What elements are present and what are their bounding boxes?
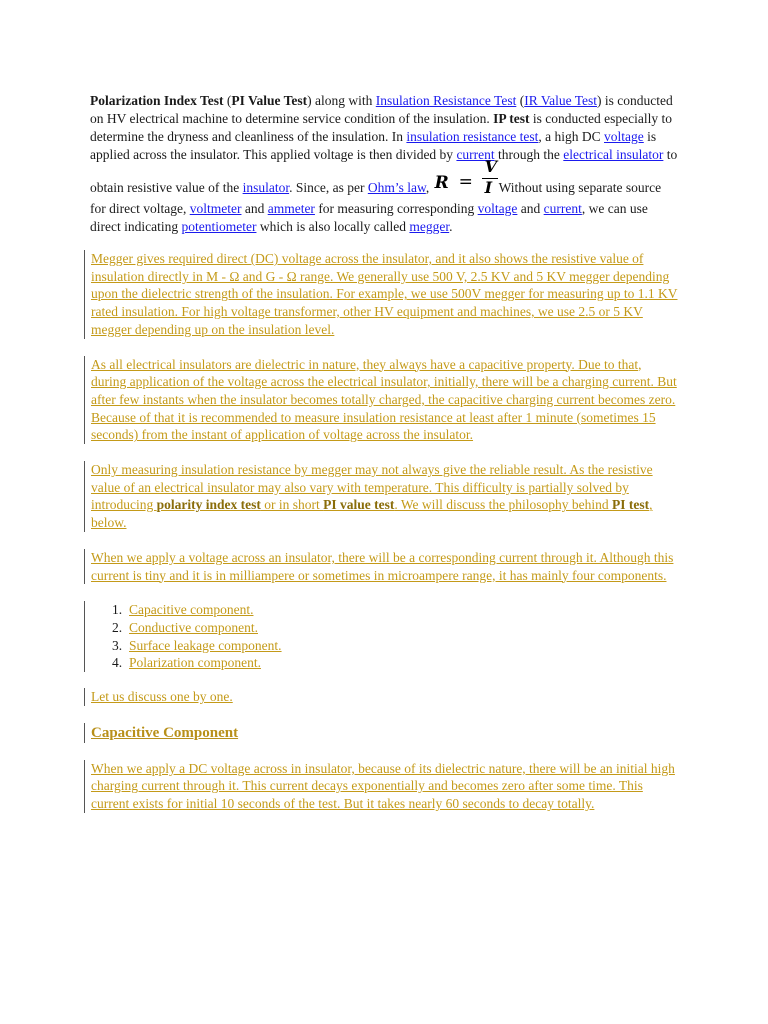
dielectric-paragraph [84, 356, 678, 445]
capacitive-paragraph [84, 760, 678, 813]
list-item [91, 619, 678, 637]
text: to obtain resistive value of the [90, 147, 678, 195]
text: through the [494, 147, 564, 162]
link-voltage[interactable]: voltage [604, 129, 644, 144]
bold-text: PI value test [323, 497, 395, 513]
list-item-text: Conductive component. [129, 619, 258, 635]
text: , we can use direct indicating [90, 201, 648, 234]
paragraph-text: , below. [91, 497, 653, 531]
text: ) is conducted on HV electrical machine to determine service condition of the insulation. [90, 93, 673, 126]
paragraph-text: or in short [260, 497, 324, 513]
link-potentiometer[interactable]: potentiometer [181, 219, 257, 234]
formula-v: V [484, 157, 497, 176]
list-item-text: Polarization component. [129, 655, 261, 671]
discuss-paragraph [84, 688, 678, 706]
paragraph-text: As all electrical insulators are dielectric in nature, they always have a capacitive property. Due to that, during application of the voltage across the electrical insulator, initially, there will be a charging current. But after few instants when the insulator becomes totally charged, the capacitive charging current becomes zero. Because of that it is recommended to measure insulation resistance at least after 1 minute (sometimes 15 seconds) from the instant of application of voltage across the insulator. [91, 356, 677, 443]
bold-text: IP test [493, 111, 530, 126]
paragraph-text: . We will discuss the philosophy behind [394, 497, 613, 513]
paragraph-text: Megger gives required direct (DC) voltage across the insulator, and it also shows the resistive value of insulation directly in M - Ω and G - Ω range. We generally use 500 V, 2.5 KV and 5 KV megger depending upon the dielectric strength of the insulation. For example, we use 500V megger for measuring up to 1.1 KV rated insulation. For high voltage transformer, other HV equipment and machines, we use 2.5 or 5 KV megger depending up on the insulation level. [91, 251, 678, 337]
link-megger[interactable]: megger [409, 219, 450, 234]
list-item [91, 654, 678, 672]
text: , a high DC [538, 129, 605, 144]
text: which is also locally called [256, 219, 410, 234]
formula-r: R [434, 173, 449, 193]
list-number: 3. [112, 637, 123, 653]
text: . Since, as per [289, 180, 368, 195]
link-ammeter[interactable]: ammeter [267, 201, 315, 216]
list-item-text: Capacitive component. [129, 602, 254, 618]
list-number: 4. [112, 655, 123, 671]
link-voltmeter[interactable]: voltmeter [189, 201, 242, 216]
components-list [84, 601, 678, 672]
text: for measuring corresponding [314, 201, 478, 216]
ohms-law-formula [433, 157, 499, 200]
bold-text: Polarization Index Test [90, 93, 224, 108]
text: is conducted especially to determine the dryness and cleanliness of the insulation. In [90, 111, 672, 144]
list-item-text: Surface leakage component. [129, 637, 282, 653]
intro-paragraph [90, 92, 678, 236]
text: , [425, 180, 433, 195]
text: ( [223, 93, 232, 108]
paragraph-text: When we apply a voltage across an insulator, there will be a corresponding current through it. Although this current is tiny and it is in milliampere or sometimes in microampere range, it has mainly four components. [91, 549, 674, 583]
paragraph-text: When we apply a DC voltage across in insulator, because of its dielectric nature, there will be an initial high charging current through it. This current decays exponentially and becomes zero after some time. This current exists for initial 10 seconds of the test. But it takes nearly 60 seconds to decay totally. [91, 760, 675, 812]
link-insulation-resistance-test[interactable]: Insulation Resistance Test [375, 93, 517, 108]
bold-text: polarity index test [156, 497, 261, 513]
paragraph-text: Only measuring insulation resistance by megger may not always give the reliable result. As the resistive value of an electrical insulator may also vary with temperature. This difficulty is partially solved by introducing [91, 462, 653, 513]
text: and [241, 201, 268, 216]
paragraph-text: Let us discuss one by one. [91, 689, 233, 705]
link-ohms-law[interactable]: Ohm’s law [367, 180, 426, 195]
link-electrical-insulator[interactable]: electrical insulator [563, 147, 664, 162]
link-current[interactable]: current [456, 147, 495, 162]
section-heading-capacitive [84, 723, 678, 743]
text: ( [516, 93, 525, 108]
heading-text: Capacitive Component [91, 724, 239, 741]
formula-equals: = [458, 172, 473, 192]
text: Without using separate source for direct voltage, [90, 180, 662, 216]
article-body [90, 92, 678, 830]
link-insulator[interactable]: insulator [242, 180, 290, 195]
list-number: 2. [112, 619, 123, 635]
link-ir-value-test[interactable]: IR Value Test [524, 93, 598, 108]
list-item [91, 637, 678, 655]
bold-text: PI Value Test [231, 93, 308, 108]
list-number: 1. [112, 602, 123, 618]
text: is applied across the insulator. This applied voltage is then divided by [90, 129, 657, 162]
current-components-paragraph [84, 549, 678, 584]
bold-text: PI test [612, 497, 650, 513]
link-insulation-resistance-test-2[interactable]: insulation resistance test [406, 129, 539, 144]
link-current-2[interactable]: current [543, 201, 582, 216]
text: ) along with [307, 93, 376, 108]
text: . [449, 219, 453, 234]
pi-test-paragraph [84, 461, 678, 532]
formula-i: I [484, 178, 493, 197]
megger-paragraph [84, 250, 678, 339]
list-item [91, 601, 678, 619]
link-voltage-2[interactable]: voltage [477, 201, 518, 216]
text: and [517, 201, 544, 216]
